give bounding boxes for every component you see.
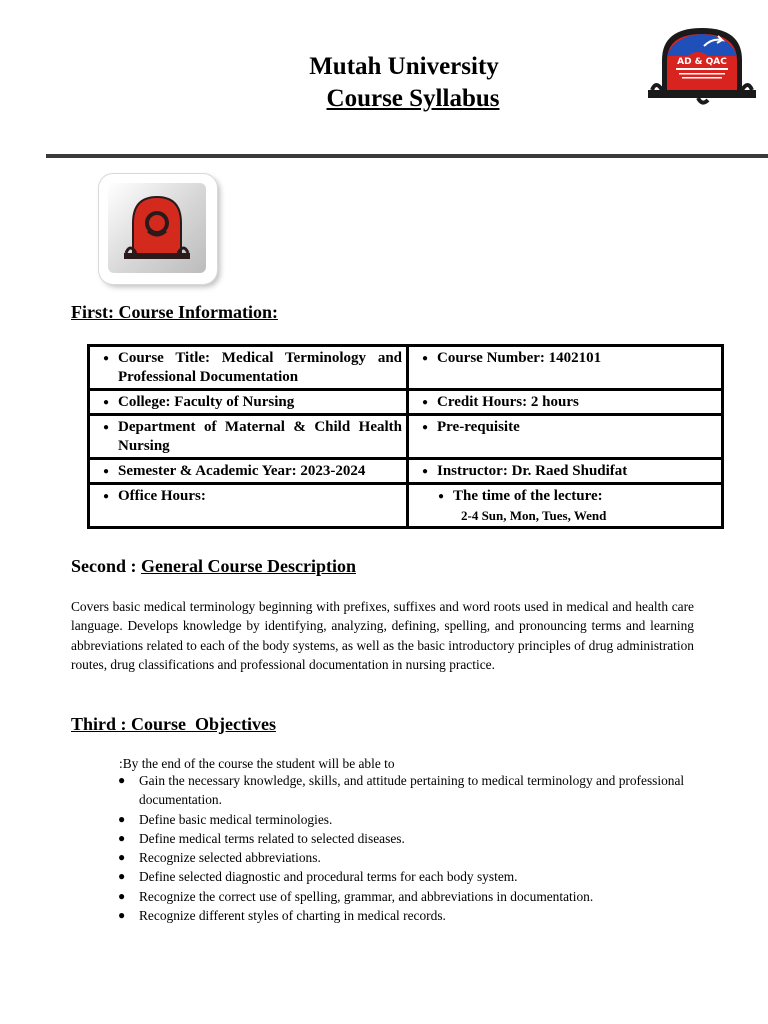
table-row [89,459,723,484]
course-number: Course Number: 1402101 [437,350,602,366]
list-item [118,829,698,848]
prerequisite: Pre-requisite [437,419,520,435]
bullet-icon: ● [102,422,110,433]
table-cell [89,415,408,459]
list-item [118,906,698,925]
bullet-icon: ● [437,491,445,502]
table-row [89,390,723,415]
bullet-icon: ● [102,353,110,364]
semester-year: Semester & Academic Year: 2023-2024 [118,463,366,479]
table-cell [89,346,408,390]
table-cell [89,459,408,484]
objective-text: Recognize different styles of charting in medical records. [139,908,446,924]
objective-text: Define basic medical terminologies. [139,811,333,827]
bullet-icon: ● [102,491,110,502]
objective-text: Define medical terms related to selected diseases. [139,830,405,846]
bullet-icon: ● [118,908,126,923]
department: Department of Maternal & Child Health Nursing [118,419,402,454]
course-description: Covers basic medical terminology beginning with prefixes, suffixes and word roots used in medical and health care language. Develops knowledge by identifying, analyzing, defining, spelling, and pronouncing terms and learning abbreviations related to each of the body systems, as well as the basic introductory principles of drug administration routes, drug classifications and professional documentation in nursing practice. [71,599,694,672]
document-title-text: Course Syllabus [326,85,500,112]
list-item [118,810,698,829]
objective-text: Define selected diagnostic and procedural terms for each body system. [139,869,518,885]
bullet-icon: ● [421,353,429,364]
list-item [118,848,698,867]
office-hours: Office Hours: [118,488,206,504]
table-cell [89,484,408,528]
description-heading [71,556,356,577]
description-heading-label: Second : [71,556,137,576]
table-row [89,415,723,459]
objective-text: Recognize the correct use of spelling, grammar, and abbreviations in documentation. [139,888,594,904]
bullet-icon: ● [421,397,429,408]
bullet-icon: ● [118,811,126,826]
mutah-logo-frame [99,174,217,284]
bullet-icon: ● [421,422,429,433]
table-cell [408,415,723,459]
table-cell [89,390,408,415]
table-cell [408,459,723,484]
description-heading-title: General Course Description [141,556,356,576]
bullet-icon: ● [118,869,126,884]
table-cell [408,390,723,415]
objectives-heading: Third : Course Objectives [71,714,276,734]
table-row [89,346,723,390]
bullet-icon: ● [118,888,126,903]
college: College: Faculty of Nursing [118,394,295,410]
bullet-icon: ● [118,850,126,865]
list-item [118,867,698,886]
lecture-time-label: The time of the lecture: [453,488,603,504]
bullet-icon: ● [102,466,110,477]
objective-text: Recognize selected abbreviations. [139,850,321,866]
bullet-icon: ● [421,466,429,477]
header-divider [46,154,768,158]
table-cell [408,346,723,390]
objectives-list [118,771,698,925]
adqac-logo-text: AD & QAC [677,57,727,67]
course-title: Course Title: Medical Terminology and Professional Documentation [118,350,402,385]
bullet-icon: ● [118,830,126,845]
credit-hours: Credit Hours: 2 hours [437,394,579,410]
lecture-time-value: 2-4 Sun, Mon, Tues, Wend [461,508,607,523]
course-info-table [87,344,724,529]
objective-text: Gain the necessary knowledge, skills, and attitude pertaining to medical terminology and professional documentation. [139,773,685,808]
table-cell [408,484,723,528]
list-item [118,771,698,810]
course-info-heading: First: Course Information: [71,302,278,322]
instructor: Instructor: Dr. Raed Shudifat [437,463,628,479]
university-name: Mutah University [309,53,499,80]
objectives-lead: :By the end of the course the student will be able to [119,756,395,771]
bullet-icon: ● [118,773,126,787]
table-row [89,484,723,528]
list-item [118,887,698,906]
bullet-icon: ● [102,397,110,408]
adqac-logo [648,26,756,108]
mutah-logo [108,183,206,273]
